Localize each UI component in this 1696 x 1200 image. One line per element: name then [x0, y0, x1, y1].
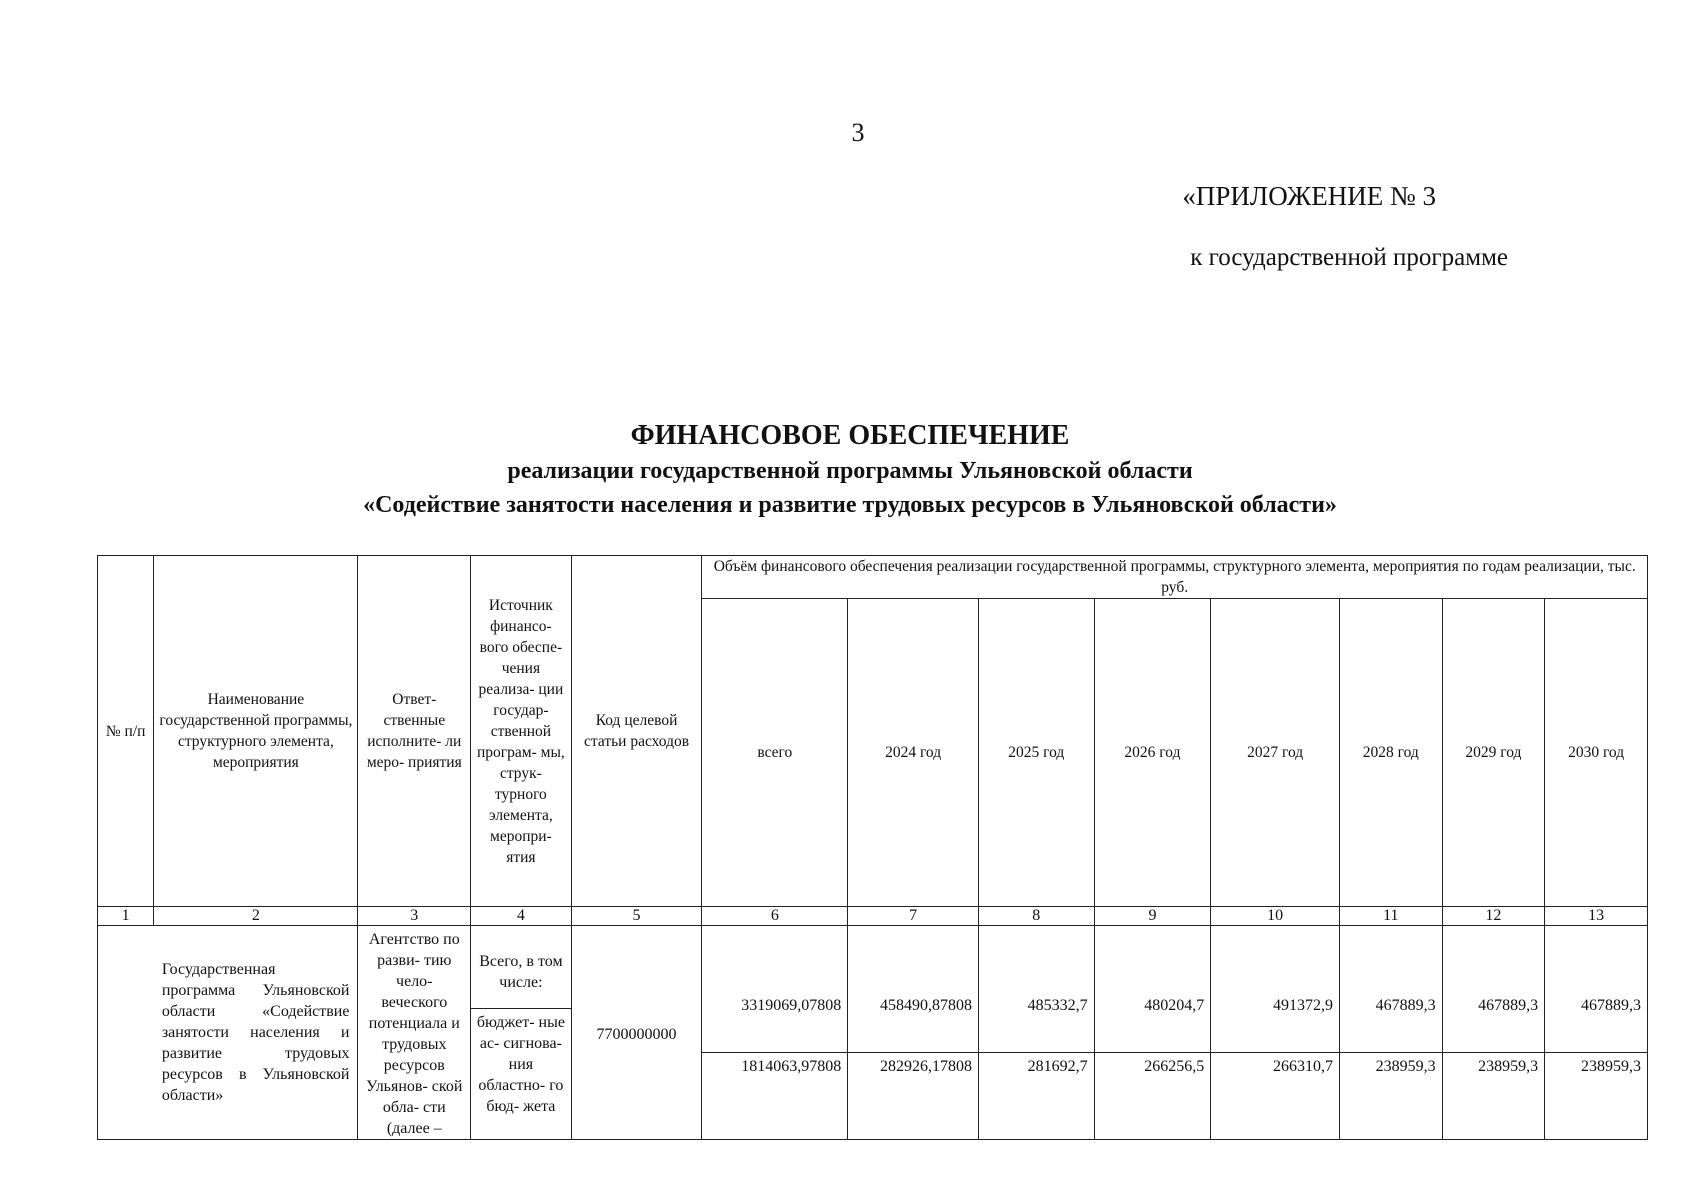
source-budget: бюджет- ные ас- сигнова- ния областно- го бюд- жета: [471, 1008, 571, 1117]
value-cell-2030: [1545, 926, 1648, 1140]
title-line-3: «Содействие занятости населения и развитие трудовых ресурсов в Ульяновской области»: [363, 492, 1337, 518]
value-cell-2025: [978, 926, 1094, 1140]
total-2025: 485332,7: [1027, 996, 1088, 1014]
target-code: 7700000000: [571, 926, 702, 1140]
total-2024: 458490,87808: [879, 996, 972, 1014]
header-2025: 2025 год: [978, 599, 1094, 907]
row-num-cell: [98, 926, 154, 1140]
header-responsible: Ответ- ственные исполните- ли меро- приятия: [358, 556, 471, 907]
source-cell: [471, 926, 572, 1140]
source-total: Всего, в том числе:: [479, 953, 563, 991]
header-2029: 2029 год: [1442, 599, 1545, 907]
total-2028: 467889,3: [1375, 996, 1436, 1014]
header-source: Источник финансо- вого обеспе- чения реализа- ции государ- ственной програм- мы, струк- турного элемента, меропри- ятия: [471, 556, 572, 907]
budget-2025: 281692,7: [979, 1052, 1094, 1077]
budget-2028: 238959,3: [1340, 1052, 1442, 1077]
header-2024: 2024 год: [848, 599, 979, 907]
budget-2030: 238959,3: [1545, 1052, 1647, 1077]
header-2028: 2028 год: [1340, 599, 1443, 907]
col-index: 6: [702, 907, 848, 926]
col-index: 5: [571, 907, 702, 926]
appendix-subtitle: к государственной программе: [1190, 244, 1508, 271]
total-all: 3319069,07808: [741, 996, 842, 1014]
value-cell-2028: [1340, 926, 1443, 1140]
budget-2027: 266310,7: [1211, 1052, 1339, 1077]
title-line-2: реализации государственной программы Ульяновской области: [507, 458, 1193, 484]
col-index: 13: [1545, 907, 1648, 926]
budget-2026: 266256,5: [1095, 1052, 1211, 1077]
col-index: 8: [978, 907, 1094, 926]
value-cell-2029: [1442, 926, 1545, 1140]
financing-table: [97, 555, 1648, 1140]
appendix-title: «ПРИЛОЖЕНИЕ № 3: [1182, 181, 1436, 211]
col-index: 9: [1094, 907, 1211, 926]
value-cell-2026: [1094, 926, 1211, 1140]
program-name: Государственная программа Ульяновской области «Содействие занятости населения и развитие трудовых ресурсов в Ульяновской области»: [154, 926, 358, 1140]
document-title: [0, 418, 1696, 522]
total-2029: 467889,3: [1478, 996, 1539, 1014]
header-2027: 2027 год: [1211, 599, 1340, 907]
budget-2024: 282926,17808: [848, 1052, 978, 1077]
header-2030: 2030 год: [1545, 599, 1648, 907]
total-2030: 467889,3: [1581, 996, 1641, 1014]
value-cell-2027: [1211, 926, 1340, 1140]
page-number: 3: [851, 118, 865, 147]
title-line-1: ФИНАНСОВОЕ ОБЕСПЕЧЕНИЕ: [630, 420, 1070, 451]
col-index: 1: [98, 907, 154, 926]
value-cell-2024: [848, 926, 979, 1140]
budget-all: 1814063,97808: [702, 1052, 847, 1077]
total-2027: 491372,9: [1273, 996, 1334, 1014]
value-cell-total: [702, 926, 848, 1140]
header-num: № п/п: [98, 556, 154, 907]
header-volume-group: Объём финансового обеспечения реализации государственной программы, структурного элемента, мероприятия по годам реализации, тыс. руб.: [702, 556, 1648, 599]
col-index: 11: [1340, 907, 1443, 926]
header-2026: 2026 год: [1094, 599, 1211, 907]
table-row: [98, 926, 1648, 1140]
col-index: 2: [154, 907, 358, 926]
header-total: всего: [702, 599, 848, 907]
col-index: 3: [358, 907, 471, 926]
responsible-executor: Агентство по разви- тию чело- веческого потенциала и трудовых ресурсов Ульянов- ской обла- сти (далее –: [358, 926, 471, 1140]
total-2026: 480204,7: [1144, 996, 1205, 1014]
col-index: 4: [471, 907, 572, 926]
header-code: Код целевой статьи расходов: [571, 556, 702, 907]
budget-2029: 238959,3: [1443, 1052, 1545, 1077]
col-index: 7: [848, 907, 979, 926]
header-name: Наименование государственной программы, структурного элемента, мероприятия: [154, 556, 358, 907]
column-index-row: [98, 907, 1648, 926]
col-index: 10: [1211, 907, 1340, 926]
col-index: 12: [1442, 907, 1545, 926]
